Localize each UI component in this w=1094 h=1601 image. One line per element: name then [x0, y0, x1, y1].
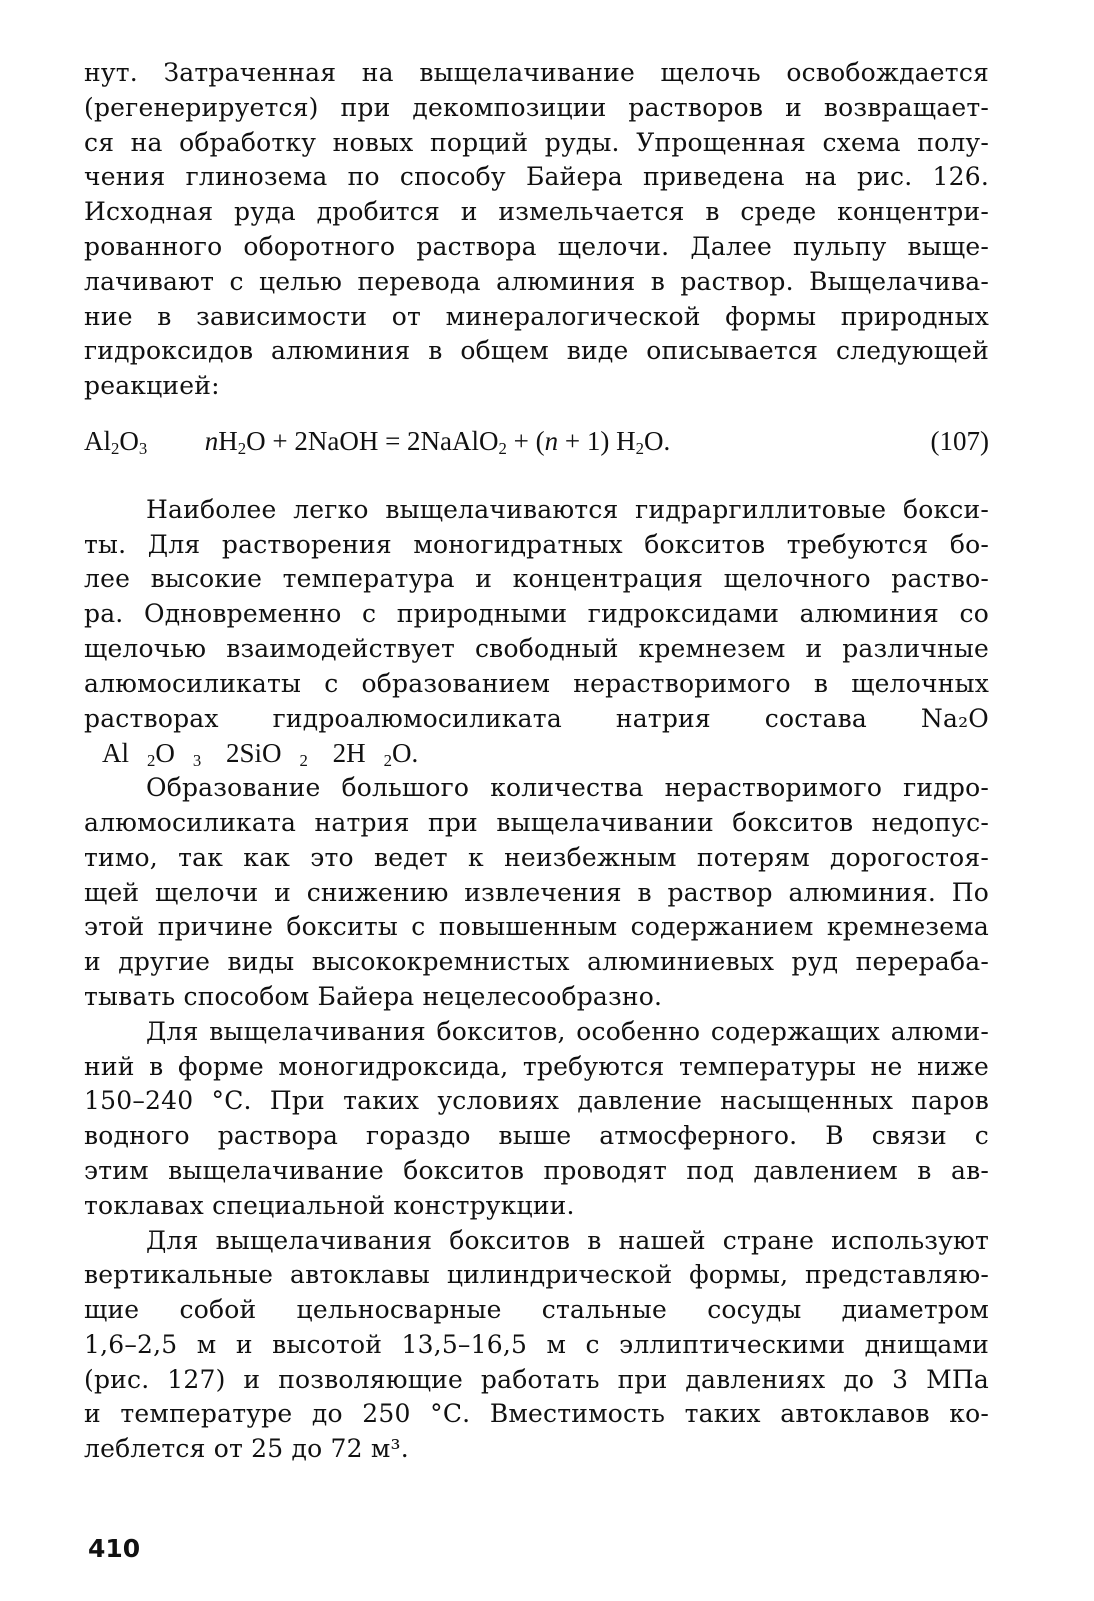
text-line: алюмосиликата натрия при выщелачивании бокситов недопус- [84, 807, 989, 837]
text-line: 1,6–2,5 м и высотой 13,5–16,5 м с эллиптическими днищами [84, 1329, 989, 1359]
text-line: Для выщелачивания бокситов в нашей стране используют [146, 1225, 989, 1255]
text-line: гидроксидов алюминия в общем виде описывается следующей [84, 336, 989, 366]
paragraph-2 [84, 493, 989, 771]
paragraph-4 [84, 1015, 989, 1224]
text-line: лачивают с целью перевода алюминия в раствор. Выщелачива- [84, 266, 989, 296]
text-line: ся на обработку новых порций руды. Упрощенная схема полу- [84, 127, 989, 157]
text-line: ние в зависимости от минералогической формы природных [84, 301, 989, 331]
text-line: Наиболее легко выщелачиваются гидраргиллитовые бокси- [146, 494, 989, 524]
text-line: нут. Затраченная на выщелачивание щелочь освобождается [84, 58, 989, 87]
text-line: щие собой цельносварные стальные сосуды диаметром [84, 1295, 989, 1325]
paragraph-3 [84, 771, 989, 1015]
text-line: и температуре до 250 °С. Вместимость таких автоклавов ко- [84, 1399, 989, 1429]
text-line: этой причине бокситы с повышенным содержанием кремнезема [84, 912, 989, 942]
paragraph-1 [84, 56, 989, 404]
paragraph-5 [84, 1224, 989, 1468]
text-line: Для выщелачивания бокситов, особенно содержащих алюми- [146, 1016, 989, 1046]
text-line: щелочью взаимодействует свободный кремнезем и различные [84, 633, 989, 663]
text-line: Образование большого количества нерастворимого гидро- [146, 773, 989, 803]
text-line: леблется от 25 до 72 м³. [84, 1434, 409, 1464]
text-line: щей щелочи и снижению извлечения в раствор алюминия. По [84, 877, 989, 907]
text-line: тимо, так как это ведет к неизбежным потерям дорогостоя- [84, 842, 989, 872]
text-line: Исходная руда дробится и измельчается в среде концентри- [84, 197, 989, 227]
chemical-formula-line: Al $_2$O $_3$ 2SiO $_2$ 2H $_2$O. [102, 738, 419, 771]
text-line: (регенерируется) при декомпозиции растворов и возвращает- [84, 92, 989, 122]
text-line: этим выщелачивание бокситов проводят под давлением в ав- [84, 1155, 989, 1185]
text-line: растворах гидроалюмосиликата натрия состава Na₂O [84, 703, 989, 733]
text-line: и другие виды высококремнистых алюминиевых руд перераба- [84, 947, 989, 977]
text-line: ний в форме моногидроксида, требуются температуры не ниже [84, 1051, 989, 1081]
text-line: ра. Одновременно с природными гидроксидами алюминия со [84, 599, 989, 629]
text-line: тывать способом Байера нецелесообразно. [84, 981, 663, 1011]
text-line: рованного оборотного раствора щелочи. Далее пульпу выще- [84, 231, 989, 261]
text-line: алюмосиликаты с образованием нерастворимого в щелочных [84, 668, 989, 698]
text-line: вертикальные автоклавы цилиндрической формы, представляю- [84, 1260, 989, 1290]
page-text [84, 56, 989, 1467]
text-line: чения глинозема по способу Байера приведена на рис. 126. [84, 162, 989, 192]
text-line: токлавах специальной конструкции. [84, 1190, 575, 1220]
text-line: водного раствора гораздо выше атмосферного. В связи с [84, 1121, 989, 1151]
page-number: 410 [88, 1534, 141, 1563]
text-line: реакцией: [84, 371, 220, 401]
text-line: 150–240 °С. При таких условиях давление насыщенных паров [84, 1086, 989, 1116]
equation-number: (107) [930, 425, 989, 456]
equation-body: $Al_2O_3$ $nH_2O$ + 2NaOH = 2NaAlO$_2$ + (n + 1) $H_2O$. [84, 425, 671, 459]
text-line: ты. Для растворения моногидратных бокситов требуются бо- [84, 529, 989, 559]
reaction-equation [84, 424, 989, 459]
text-line: (рис. 127) и позволяющие работать при давлениях до 3 МПа [84, 1364, 989, 1394]
text-line: лее высокие температура и концентрация щелочного раство- [84, 564, 989, 594]
